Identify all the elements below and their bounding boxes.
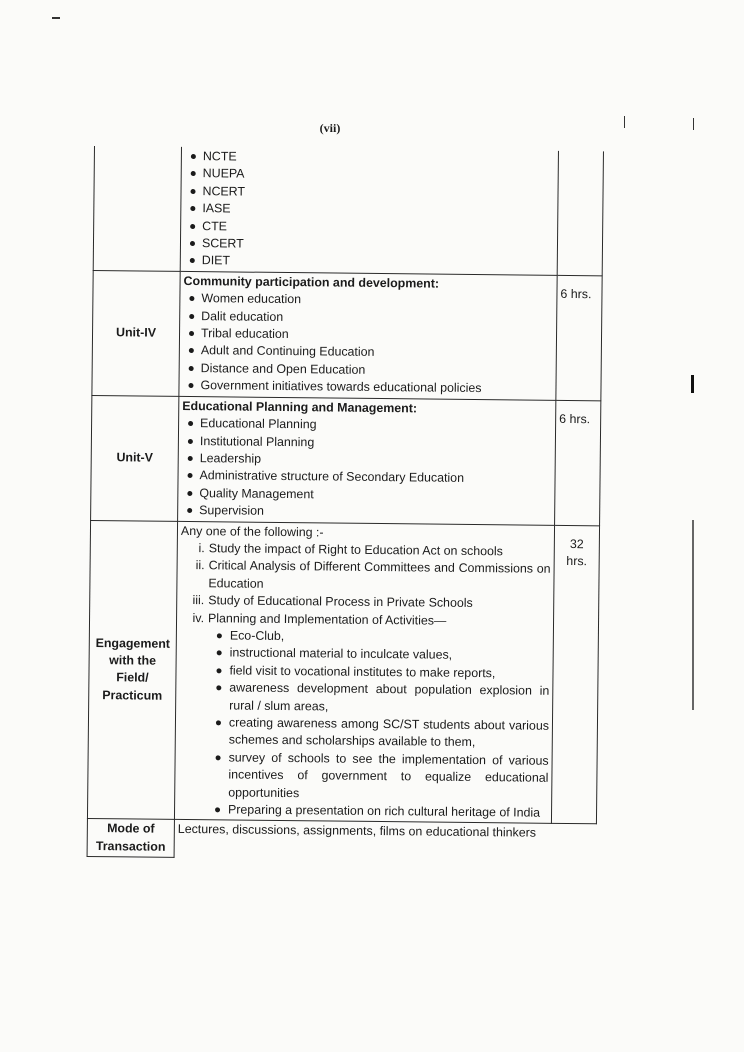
item-text: Planning and Implementation of Activities— (207, 610, 447, 628)
unit5-content-cell (178, 396, 556, 525)
list-item: Institutional Planning (186, 432, 552, 453)
list-item: CTE (188, 218, 554, 239)
page-number: (vii) (319, 121, 341, 135)
list-item: Administrative structure of Secondary Education (185, 467, 551, 488)
item-number: i. (198, 541, 205, 556)
scan-mark-right-2 (693, 118, 694, 130)
engagement-hours-line: hrs. (566, 553, 588, 569)
agencies-label-cell (93, 146, 181, 271)
agencies-row (93, 146, 603, 276)
activities-list (206, 627, 550, 822)
engagement-intro: Any one of the following :- (180, 523, 324, 539)
list-item: Tribal education (187, 325, 553, 346)
list-item: NUEPA (189, 165, 555, 186)
engagement-list (178, 540, 551, 822)
list-item: SCERT (188, 235, 554, 256)
list-item: Leadership (186, 450, 552, 471)
scan-mark-right-3 (691, 375, 694, 393)
list-item: Preparing a presentation on rich cultural heritage of India (212, 801, 548, 822)
mode-row (87, 819, 596, 862)
list-item: field visit to vocational institutes to make reports, (213, 662, 549, 683)
list-item: NCERT (188, 183, 554, 204)
unit5-row (91, 395, 601, 525)
unit5-heading: Educational Planning and Management: (182, 398, 418, 416)
list-item: Eco-Club, (214, 627, 550, 648)
engagement-label (87, 520, 177, 820)
syllabus-table (87, 146, 604, 863)
unit4-list (182, 290, 553, 398)
scan-mark-top (52, 17, 60, 19)
list-item: creating awareness among SC/ST students about various schemes and scholarships available to them, (213, 714, 549, 752)
item-text: Study the impact of Right to Education Act on schools (208, 541, 503, 559)
item-number: iv. (192, 610, 205, 625)
list-item: Supervision (185, 502, 551, 523)
item-number: iii. (192, 593, 205, 608)
engagement-label-line: with the (109, 653, 157, 668)
item-text: Critical Analysis of Different Committees and Commissions on Education (208, 558, 551, 591)
engagement-hours-line: 32 (569, 536, 584, 551)
unit4-row (92, 270, 602, 400)
scan-mark-right-4 (692, 520, 694, 710)
agencies-content-cell (180, 147, 558, 275)
unit4-heading: Community participation and development: (183, 273, 440, 291)
unit5-list (181, 415, 552, 523)
unit4-content-cell (179, 271, 557, 400)
agencies-list (184, 148, 555, 274)
list-item: Government initiatives towards educational policies (186, 377, 552, 398)
list-item: IASE (188, 200, 554, 221)
item-text: Study of Educational Process in Private Schools (208, 593, 473, 611)
engagement-content-cell (174, 521, 554, 824)
list-item: DIET (188, 252, 554, 273)
unit4-hours: 6 hrs. (556, 275, 602, 400)
unit5-label: Unit-V (91, 395, 179, 521)
list-item: Dalit education (187, 308, 553, 329)
list-item: survey of schools to see the implementation of various incentives of government to equalize educational opportunities (212, 749, 549, 805)
engagement-label-line: Practicum (102, 688, 163, 703)
engagement-row (87, 520, 599, 824)
list-item: Distance and Open Education (187, 360, 553, 381)
agencies-hours-cell (557, 151, 603, 276)
list-item: instructional material to inculcate values, (214, 645, 550, 666)
engagement-label-line: Field/ (116, 670, 149, 686)
unit4-label: Unit-IV (92, 270, 180, 396)
mode-label-line: Transaction (95, 838, 166, 854)
list-item: Adult and Continuing Education (187, 342, 553, 363)
list-item: Quality Management (185, 485, 551, 506)
list-item (184, 610, 550, 823)
list-item: Women education (187, 290, 553, 311)
item-number: ii. (195, 558, 205, 573)
engagement-label-line: Engagement (95, 635, 171, 651)
list-item: Educational Planning (186, 415, 552, 436)
mode-label (87, 819, 174, 858)
mode-text: Lectures, discussions, assignments, films on educational thinkers (174, 820, 596, 862)
list-item: awareness development about population explosion in rural / slum areas, (213, 679, 549, 717)
list-item (186, 557, 550, 596)
engagement-hours (551, 525, 599, 824)
list-item: NCTE (189, 148, 555, 169)
mode-label-line: Mode of (107, 821, 155, 837)
unit5-hours: 6 hrs. (555, 400, 601, 525)
